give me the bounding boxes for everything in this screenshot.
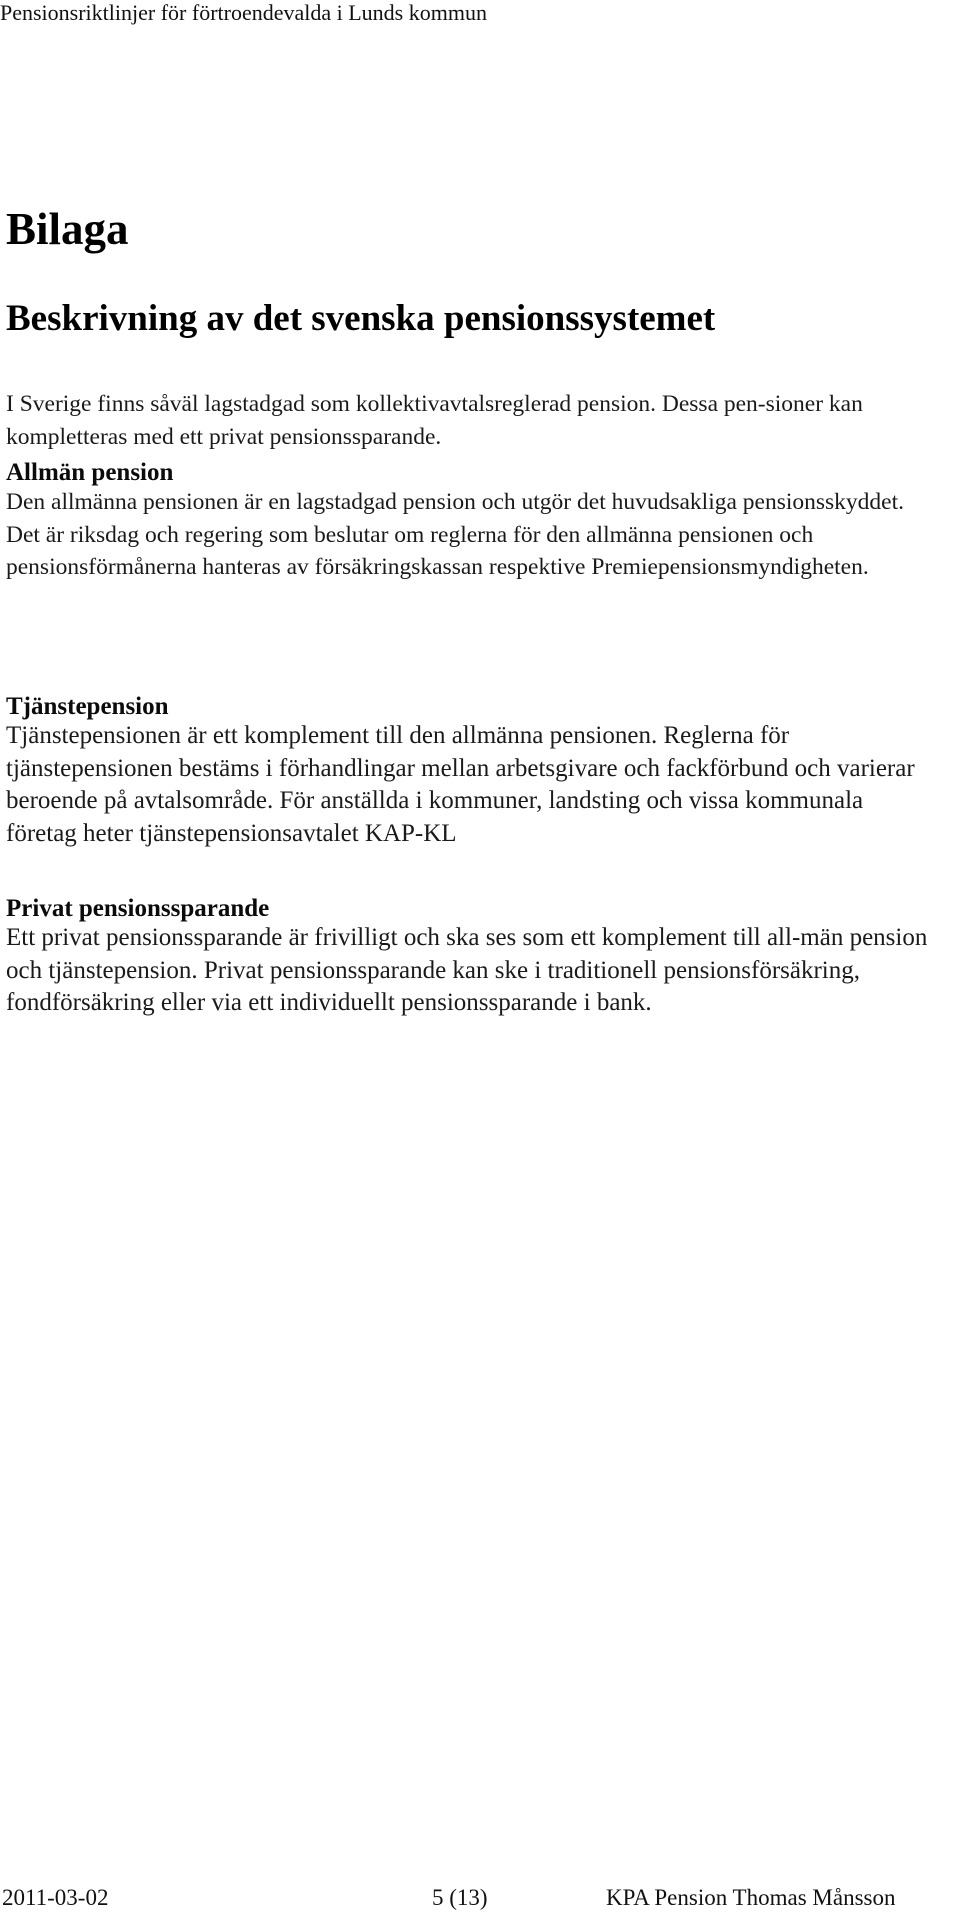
- section-body-allman-pension: Den allmänna pensionen är en lagstadgad pension och utgör det huvudsakliga pensionsskyddet. Det är riksdag och regering som beslutar om reglerna för den allmänna pensionen och pensionsförmånerna hanteras av försäkringskassan respektive Premiepensionsmyndigheten.: [6, 489, 905, 580]
- section-heading-tjanstepension: Tjänstepension: [6, 693, 169, 720]
- intro-paragraph: I Sverige finns såväl lagstadgad som kollektivavtalsreglerad pension. Dessa pen-sioner kan kompletteras med ett privat pensionssparande.: [6, 391, 863, 450]
- footer-date: 2011-03-02: [2, 1885, 109, 1910]
- document-title: Bilaga: [6, 204, 129, 254]
- page-header: Pensionsriktlinjer för förtroendevalda i Lunds kommun: [0, 0, 487, 25]
- section-body-tjanstepension: Tjänstepensionen är ett komplement till den allmänna pensionen. Reglerna för tjänstepensionen bestäms i förhandlingar mellan arbetsgivare och fackförbund och varierar beroende på avtalsområde. För anställda i kommuner, landsting och vissa kommunala företag heter tjänstepensionsavtalet KAP-KL: [6, 722, 915, 847]
- section-heading-allman-pension: Allmän pension: [6, 459, 174, 486]
- footer-author: KPA Pension Thomas Månsson: [606, 1885, 896, 1910]
- document-subtitle: Beskrivning av det svenska pensionssystemet: [6, 298, 716, 339]
- section-body-privat-pensionssparande: Ett privat pensionssparande är frivilligt och ska ses som ett komplement till all-män pension och tjänstepension. Privat pensionssparande kan ske i traditionell pensionsförsäkring, fondförsäkring eller via ett individuellt pensionssparande i bank.: [6, 924, 928, 1016]
- footer-page-number: 5 (13): [432, 1885, 488, 1910]
- section-heading-privat-pensionssparande: Privat pensionssparande: [6, 895, 270, 922]
